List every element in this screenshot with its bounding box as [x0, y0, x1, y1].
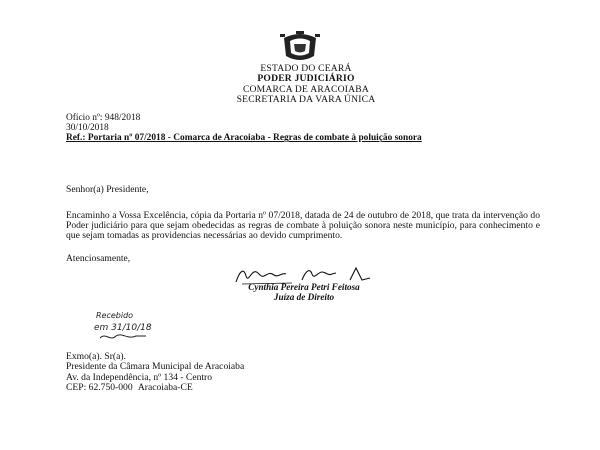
addressee-cep: CEP: 62.750-000	[66, 382, 133, 394]
signer-name: Cynthia Pereira Petri Feitosa	[248, 282, 360, 292]
addressee-city: Aracoiaba-CE	[137, 382, 193, 394]
state-name: ESTADO DO CEARÁ	[260, 63, 352, 74]
secretariat-name: SECRETARIA DA VARA ÚNICA	[236, 94, 376, 106]
letter-body: Encaminho a Vossa Excelência, cópia da Portaria nº 07/2018, datada de 24 de outubro de 2018, que trata da intervenção do Poder judiciário para que sejam obedecidas as regras de combate à poluição sonora neste município, para conhecimento e que sejam tomadas as providencias necessárias ao devido cumprimento.	[66, 210, 540, 242]
reference-line: Ref.: Portaria nº 07/2018 - Comarca de Aracoiaba - Regras de combate à poluição sonora	[66, 133, 422, 144]
addressee-street: Av. da Independência, nº 134 - Centro	[66, 371, 213, 383]
letterhead	[0, 64, 600, 106]
signer-block	[0, 282, 600, 302]
closing: Atenciosamente,	[66, 253, 131, 264]
stamp-line-1: Recebido	[96, 311, 134, 320]
oficio-number: Ofício nº: 948/2018	[66, 113, 141, 123]
letter-meta	[66, 113, 540, 144]
coat-of-arms-icon	[276, 30, 324, 64]
addressee-block	[66, 352, 244, 394]
received-stamp	[92, 306, 182, 344]
greeting: Senhor(a) Presidente,	[66, 184, 149, 195]
letter-date: 30/10/2018	[66, 123, 109, 134]
stamp-line-2: em 31/10/18	[94, 323, 152, 333]
judiciary-name: PODER JUDICIÁRIO	[257, 73, 355, 85]
district-name: COMARCA DE ARACOIABA	[242, 83, 370, 95]
addressee-role: Presidente da Câmara Municipal de Aracoiaba	[66, 361, 245, 373]
signer-title: Juíza de Direito	[273, 292, 335, 302]
addressee-salutation: Exmo(a). Sr(a).	[66, 351, 126, 362]
addressee-cep-line	[66, 383, 244, 393]
